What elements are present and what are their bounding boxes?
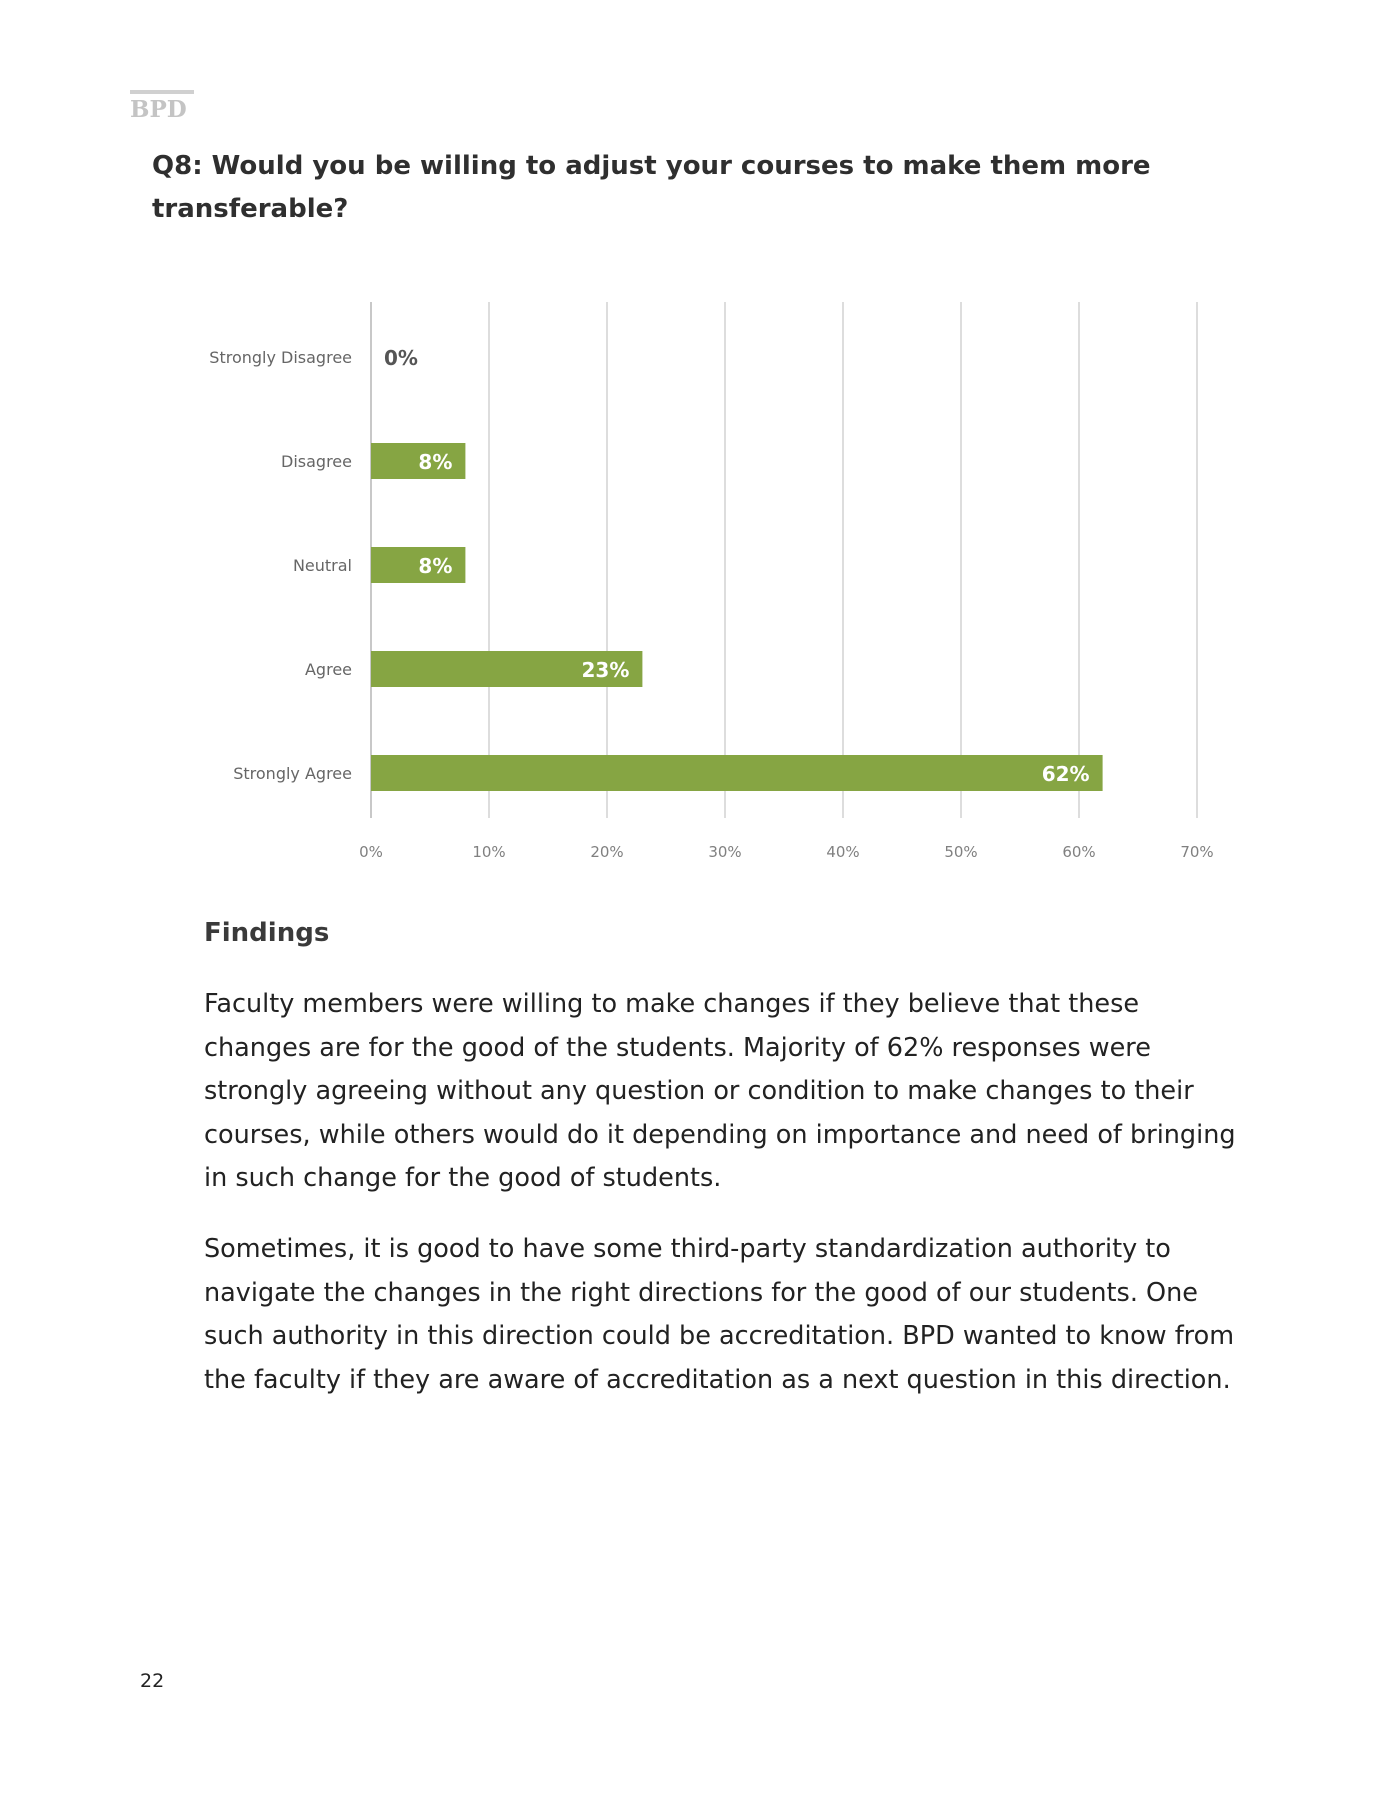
- grid-lines: [371, 302, 1197, 818]
- category-label: Strongly Disagree: [209, 348, 352, 367]
- bars: [371, 443, 1103, 791]
- value-label: 62%: [1041, 762, 1090, 786]
- category-label: Agree: [304, 660, 352, 679]
- x-tick-label: 10%: [472, 843, 506, 861]
- logo-text: BPD: [130, 96, 187, 123]
- x-tick-label: 20%: [590, 843, 624, 861]
- findings-heading: Findings: [204, 918, 330, 948]
- axis-tick-labels: [359, 843, 1214, 861]
- category-label: Disagree: [281, 452, 352, 471]
- value-label: 8%: [418, 554, 453, 578]
- value-label: 8%: [418, 450, 453, 474]
- page-number: 22: [140, 1670, 165, 1692]
- x-tick-label: 50%: [944, 843, 978, 861]
- value-label: 0%: [384, 346, 418, 370]
- question-number: Q8:: [152, 151, 203, 181]
- category-label: Neutral: [292, 556, 352, 575]
- x-tick-label: 40%: [826, 843, 860, 861]
- findings-paragraph-1: Faculty members were willing to make changes if they believe that these changes are for the good of the students. Majority of 62% responses were strongly agreeing without any question or condition to make changes to their courses, while others would do it depending on importance and need of bringing in such change for the good of students.: [204, 989, 1236, 1193]
- x-tick-label: 0%: [359, 843, 383, 861]
- category-labels: [209, 348, 352, 783]
- findings-paragraph-2: Sometimes, it is good to have some third-party standardization authority to navigate the changes in the right directions for the good of our students. One such authority in this direction could be accreditation. BPD wanted to know from the faculty if they are aware of accreditation as a next question in this direction.: [204, 1234, 1235, 1395]
- x-tick-label: 30%: [708, 843, 742, 861]
- bar: [371, 755, 1103, 791]
- question-text: Would you be willing to adjust your courses to make them more transferable?: [152, 151, 1151, 224]
- category-label: Strongly Agree: [233, 764, 352, 783]
- value-label: 23%: [581, 658, 630, 682]
- x-tick-label: 70%: [1180, 843, 1214, 861]
- x-tick-label: 60%: [1062, 843, 1096, 861]
